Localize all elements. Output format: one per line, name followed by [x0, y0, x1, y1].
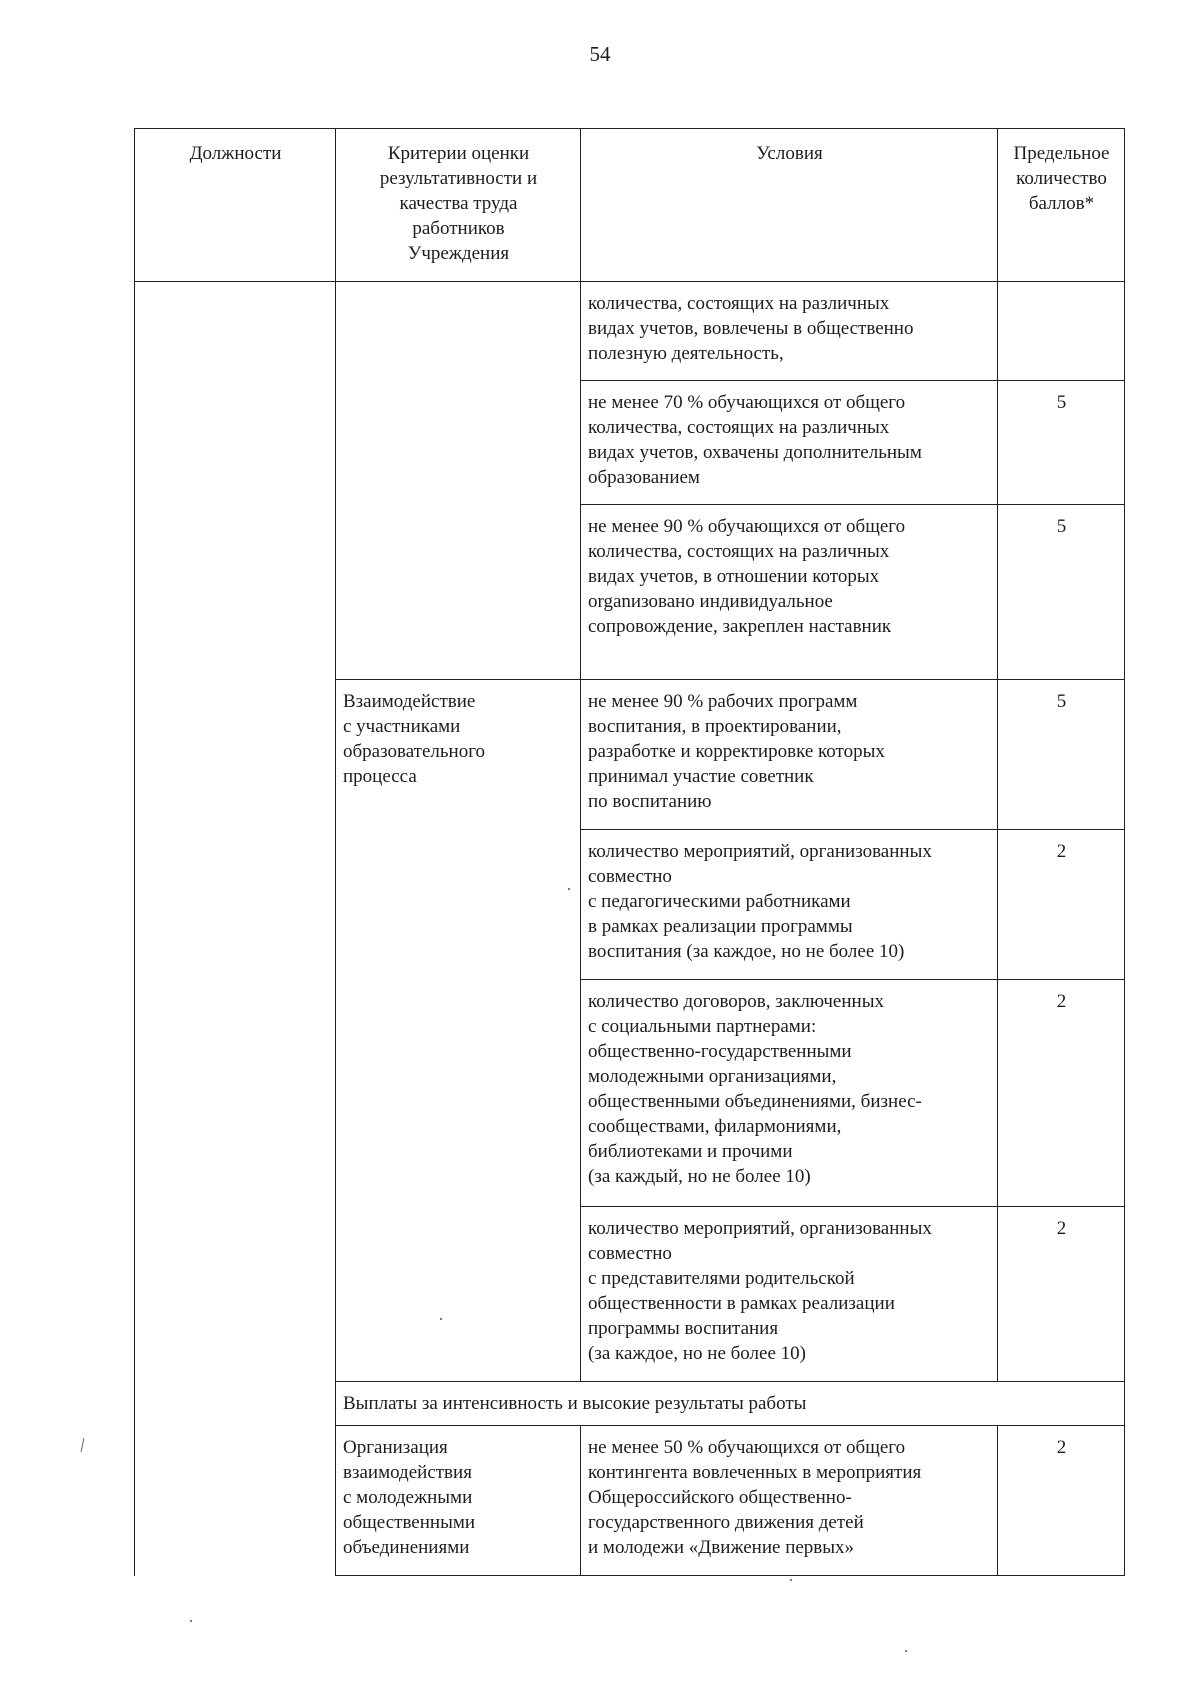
criterion-cell: Организация взаимодействия с молодежными общественными объединениями [336, 1426, 581, 1576]
positions-cell [135, 282, 336, 1576]
criteria-table [134, 128, 1125, 1576]
scan-speck [190, 1620, 192, 1622]
condition-cell: количество мероприятий, организованных совместно с педагогическими работниками в рамках реализации программы воспитания (за каждое, но не более 10) [581, 830, 998, 980]
scan-speck [440, 1318, 442, 1320]
condition-cell: количество договоров, заключенных с социальными партнерами: общественно-государственными молодежными организациями, общественными объединениями, бизнес- сообществами, филармониями, библиотеками и прочими (за каждый, но не более 10) [581, 980, 998, 1207]
condition-cell: не менее 90 % обучающихся от общего количества, состоящих на различных видах учетов, в отношении которых organизовано индивидуальное сопровождение, закреплен наставник [581, 505, 998, 680]
scan-speck [568, 888, 570, 890]
points-cell: 2 [998, 980, 1125, 1207]
criterion-cell: Взаимодействие с участниками образовательного процесса [336, 680, 581, 1382]
scan-mark [81, 1438, 85, 1452]
points-cell: 2 [998, 830, 1125, 980]
condition-cell: не менее 90 % рабочих программ воспитания, в проектировании, разработке и корректировке которых принимал участие советник по воспитанию [581, 680, 998, 830]
points-cell: 5 [998, 505, 1125, 680]
table-row [135, 282, 1125, 381]
points-cell: 5 [998, 680, 1125, 830]
header-criteria: Критерии оценки результативности и качества труда работников Учреждения [336, 129, 581, 282]
header-positions: Должности [135, 129, 336, 282]
points-cell: 2 [998, 1207, 1125, 1382]
condition-cell: количества, состоящих на различных видах учетов, вовлечены в общественно полезную деятельность, [581, 282, 998, 381]
condition-cell: не менее 50 % обучающихся от общего контингента вовлеченных в мероприятия Общероссийского общественно- государственного движения детей и молодежи «Движение первых» [581, 1426, 998, 1576]
condition-cell: не менее 70 % обучающихся от общего количества, состоящих на различных видах учетов, охвачены дополнительным образованием [581, 381, 998, 505]
scan-speck [905, 1650, 907, 1652]
points-cell [998, 282, 1125, 381]
condition-cell: количество мероприятий, организованных совместно с представителями родительской общественности в рамках реализации программы воспитания (за каждое, но не более 10) [581, 1207, 998, 1382]
header-conditions: Условия [581, 129, 998, 282]
header-max-points: Предельное количество баллов* [998, 129, 1125, 282]
section-title: Выплаты за интенсивность и высокие результаты работы [336, 1382, 1125, 1426]
points-cell: 5 [998, 381, 1125, 505]
scan-speck [790, 1579, 792, 1581]
page-number: 54 [589, 42, 611, 66]
table-header-row [135, 129, 1125, 282]
points-cell: 2 [998, 1426, 1125, 1576]
criterion-cell-empty [336, 282, 581, 680]
